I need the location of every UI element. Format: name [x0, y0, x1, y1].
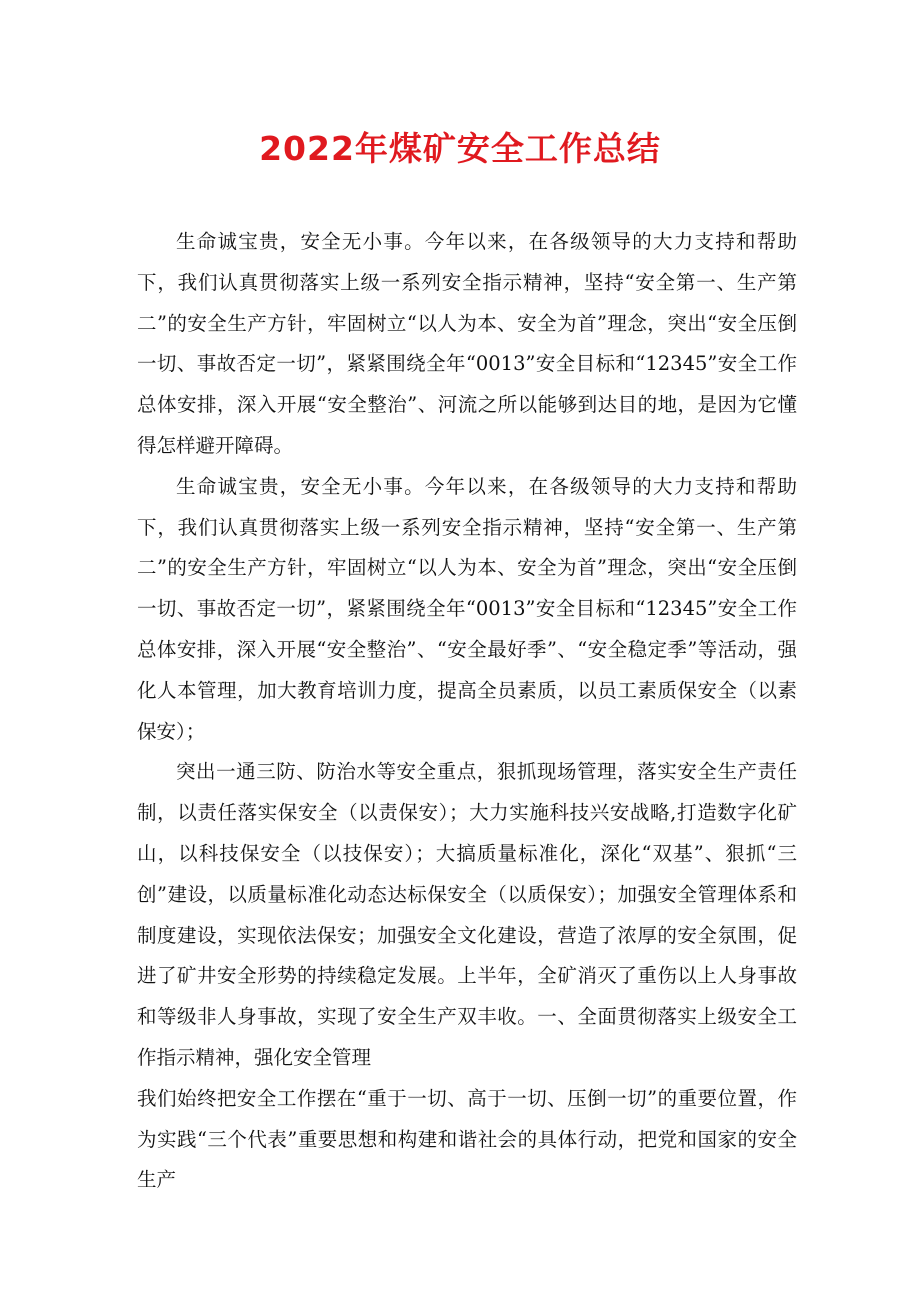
paragraph-2: 生命诚宝贵，安全无小事。今年以来，在各级领导的大力支持和帮助下，我们认真贯彻落实上级一系列安全指示精神，坚持“安全第一、生产第二”的安全生产方针，牢固树立“以人为本、安全为首”理念，突出“安全压倒一切、事故否定一切”，紧紧围绕全年“0013”安全目标和“12345”安全工作总体安排，深入开展“安全整治”、“安全最好季”、“安全稳定季”等活动，强化人本管理，加大教育培训力度，提高全员素质，以员工素质保安全（以素保安）； — [137, 474, 797, 743]
document-body — [137, 222, 797, 1201]
paragraph-1: 生命诚宝贵，安全无小事。今年以来，在各级领导的大力支持和帮助下，我们认真贯彻落实上级一系列安全指示精神，坚持“安全第一、生产第二”的安全生产方针，牢固树立“以人为本、安全为首”理念，突出“安全压倒一切、事故否定一切”，紧紧围绕全年“0013”安全目标和“12345”安全工作总体安排，深入开展“安全整治”、河流之所以能够到达目的地，是因为它懂得怎样避开障碍。 — [137, 230, 797, 457]
paragraph-3: 突出一通三防、防治水等安全重点，狠抓现场管理，落实安全生产责任制，以责任落实保安全（以责保安）；大力实施科技兴安战略,打造数字化矿山，以科技保安全（以技保安）；大搞质量标准化，深化“双基”、狠抓“三创”建设，以质量标准化动态达标保安全（以质保安）；加强安全管理体系和制度建设，实现依法保安；加强安全文化建设，营造了浓厚的安全氛围，促进了矿井安全形势的持续稳定发展。上半年，全矿消灭了重伤以上人身事故和等级非人身事故，实现了安全生产双丰收。一、全面贯彻落实上级安全工作指示精神，强化安全管理 — [137, 760, 797, 1069]
paragraph-4: 我们始终把安全工作摆在“重于一切、高于一切、压倒一切”的重要位置，作为实践“三个代表”重要思想和构建和谐社会的具体行动，把党和国家的安全生产 — [137, 1086, 797, 1192]
document-title: 2022年煤矿安全工作总结 — [259, 129, 661, 168]
